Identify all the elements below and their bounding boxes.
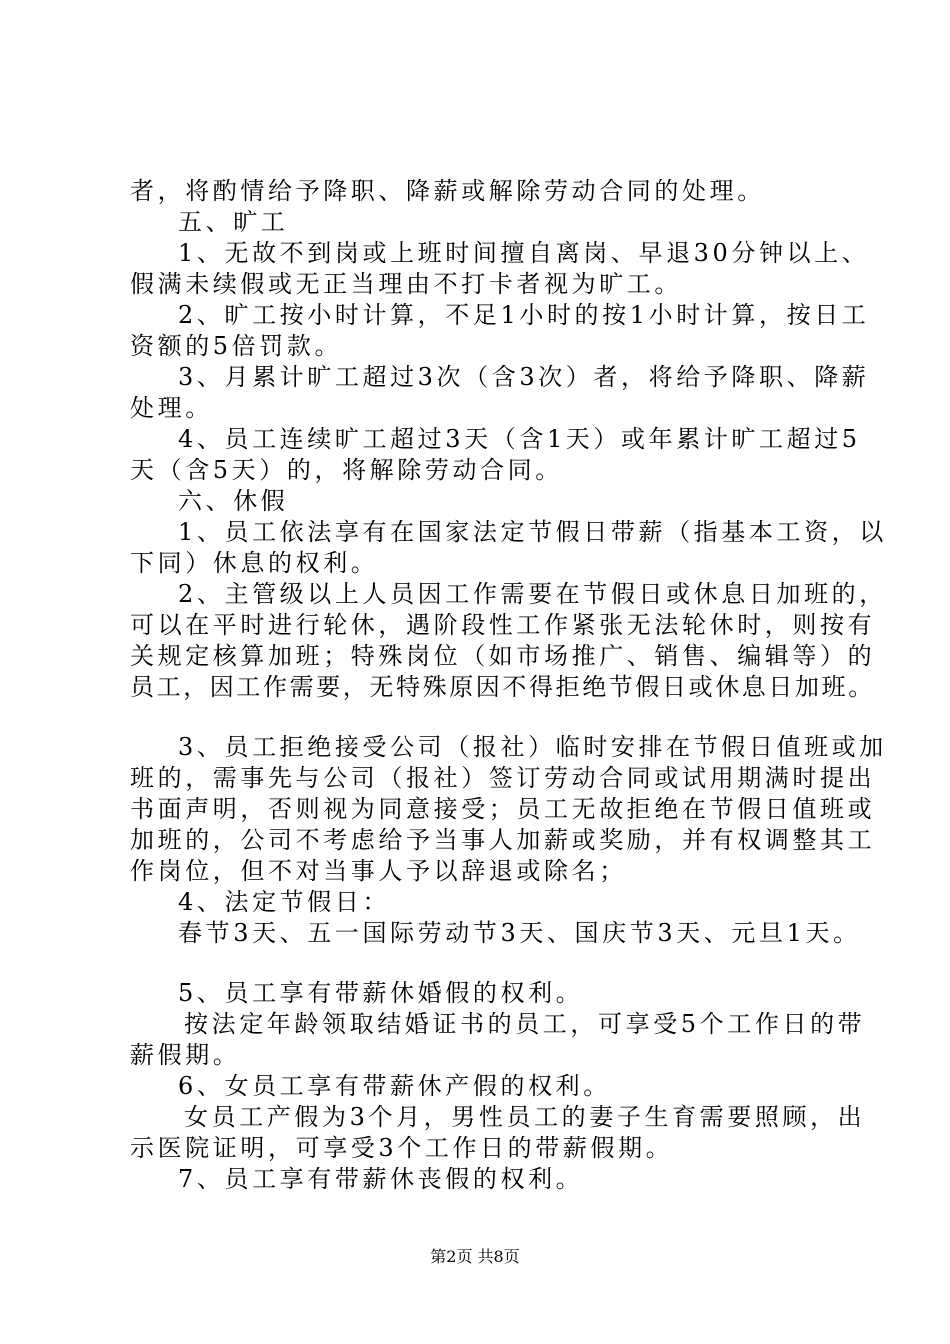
text-line: 加班的，公司不考虑给予当事人加薪或奖励，并有权调整其工	[130, 826, 876, 854]
text-line: 4、员工连续旷工超过3天（含1天）或年累计旷工超过5	[178, 425, 861, 453]
text-line: 关规定核算加班；特殊岗位（如市场推广、销售、编辑等）的	[130, 642, 876, 670]
text-line: 处理。	[130, 394, 213, 422]
text-line: 下同）休息的权利。	[130, 549, 379, 577]
text-line: 资额的5倍罚款。	[130, 332, 343, 360]
text-line: 班的，需事先与公司（报社）签订劳动合同或试用期满时提出	[130, 764, 876, 792]
text-line: 5、员工享有带薪休婚假的权利。	[178, 979, 584, 1007]
text-line: 春节3天、五一国际劳动节3天、国庆节3天、元旦1天。	[178, 919, 861, 947]
text-line: 3、员工拒绝接受公司（报社）临时安排在节假日值班或加	[178, 733, 887, 761]
section-heading: 六、休假	[178, 487, 289, 515]
text-line: 示医院证明，可享受3个工作日的带薪假期。	[130, 1134, 674, 1162]
text-line: 假满未续假或无正当理由不打卡者视为旷工。	[130, 270, 682, 298]
text-line: 7、员工享有带薪休丧假的权利。	[178, 1165, 584, 1193]
text-line: 2、旷工按小时计算，不足1小时的按1小时计算，按日工	[178, 301, 870, 329]
text-line: 书面声明，否则视为同意接受；员工无故拒绝在节假日值班或	[130, 795, 876, 823]
text-line: 天（含5天）的，将解除劳动合同。	[130, 456, 563, 484]
text-line: 女员工产假为3个月，男性员工的妻子生育需要照顾，出	[184, 1103, 866, 1131]
text-line: 者，将酌情给予降职、降薪或解除劳动合同的处理。	[130, 177, 765, 205]
section-heading: 五、旷工	[178, 208, 289, 236]
page-footer: 第2页 共8页	[430, 1247, 520, 1266]
text-line: 1、无故不到岗或上班时间擅自离岗、早退30分钟以上、	[178, 239, 870, 267]
text-line: 员工，因工作需要，无特殊原因不得拒绝节假日或休息日加班。	[130, 673, 875, 701]
text-line: 1、员工依法享有在国家法定节假日带薪（指基本工资，以	[178, 518, 887, 546]
text-line: 6、女员工享有带薪休产假的权利。	[178, 1072, 611, 1100]
text-line: 按法定年龄领取结婚证书的员工，可享受5个工作日的带	[184, 1010, 866, 1038]
text-line: 3、月累计旷工超过3次（含3次）者，将给予降职、降薪	[178, 363, 870, 391]
text-line: 2、主管级以上人员因工作需要在节假日或休息日加班的，	[178, 580, 887, 608]
text-line: 薪假期。	[130, 1041, 241, 1069]
text-line: 作岗位，但不对当事人予以辞退或除名；	[130, 857, 627, 885]
text-line: 4、法定节假日：	[178, 888, 391, 916]
text-line: 可以在平时进行轮休，遇阶段性工作紧张无法轮休时，则按有	[130, 611, 876, 639]
